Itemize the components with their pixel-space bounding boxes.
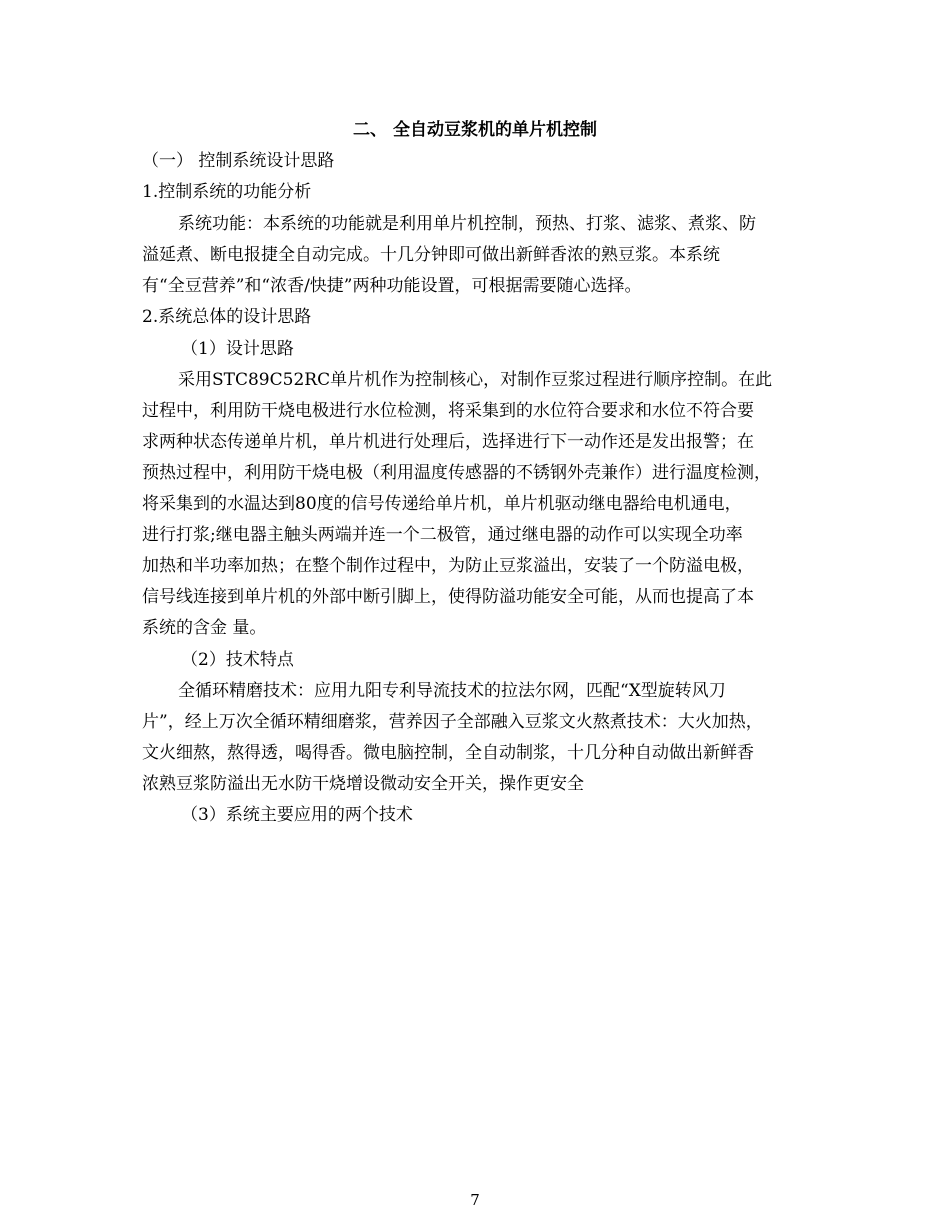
sub-item-heading: （2）技术特点 bbox=[181, 650, 294, 670]
paragraph-line: 片”，经上万次全循环精细磨浆，营养因子全部融入豆浆文火熬煮技术：大火加热， bbox=[142, 712, 763, 732]
paragraph-line: 文火细熬，熬得透，喝得香。微电脑控制，全自动制浆，十几分种自动做出新鲜香 bbox=[142, 743, 754, 763]
paragraph-line: 溢延煮、断电报捷全自动完成。十几分钟即可做出新鲜香浓的熟豆浆。本系统 bbox=[142, 245, 720, 265]
paragraph-line: 进行打浆;继电器主触头两端并连一个二极管，通过继电器的动作可以实现全功率 bbox=[142, 525, 743, 545]
section-title: 二、 全自动豆浆机的单片机控制 bbox=[353, 120, 597, 140]
sub-item-heading: （1）设计思路 bbox=[181, 339, 294, 359]
page-number: 7 bbox=[470, 1191, 480, 1209]
paragraph-line: 加热和半功率加热；在整个制作过程中，为防止豆浆溢出，安装了一个防溢电极， bbox=[142, 556, 754, 576]
paragraph-line: 全循环精磨技术：应用九阳专利导流技术的拉法尔网，匹配“X型旋转风刀 bbox=[178, 681, 726, 701]
paragraph-line: 系统的含金 量。 bbox=[142, 618, 267, 638]
subsection-heading: （一） 控制系统设计思路 bbox=[142, 151, 335, 171]
item-heading: 1.控制系统的功能分析 bbox=[142, 182, 312, 202]
paragraph-line: 有“全豆营养”和“浓香/快捷”两种功能设置，可根据需要随心选择。 bbox=[142, 276, 642, 296]
paragraph-line: 采用STC89C52RC单片机作为控制核心，对制作豆浆过程进行顺序控制。在此 bbox=[178, 370, 773, 390]
paragraph-line: 预热过程中，利用防干烧电极（利用温度传感器的不锈钢外壳兼作）进行温度检测， bbox=[142, 463, 771, 483]
item-heading: 2.系统总体的设计思路 bbox=[142, 307, 312, 327]
paragraph-line: 过程中，利用防干烧电极进行水位检测，将采集到的水位符合要求和水位不符合要 bbox=[142, 401, 754, 421]
paragraph-line: 信号线连接到单片机的外部中断引脚上，使得防溢功能安全可能，从而也提高了本 bbox=[142, 587, 754, 607]
sub-item-heading: （3）系统主要应用的两个技术 bbox=[181, 805, 413, 825]
paragraph-line: 求两种状态传递单片机，单片机进行处理后，选择进行下一动作还是发出报警；在 bbox=[142, 432, 754, 452]
paragraph-line: 浓熟豆浆防溢出无水防干烧增设微动安全开关，操作更安全 bbox=[142, 774, 584, 794]
paragraph-line: 系统功能：本系统的功能就是利用单片机控制，预热、打浆、滤浆、煮浆、防 bbox=[178, 214, 756, 234]
paragraph-line: 将采集到的水温达到80度的信号传递给单片机，单片机驱动继电器给电机通电， bbox=[142, 494, 742, 514]
